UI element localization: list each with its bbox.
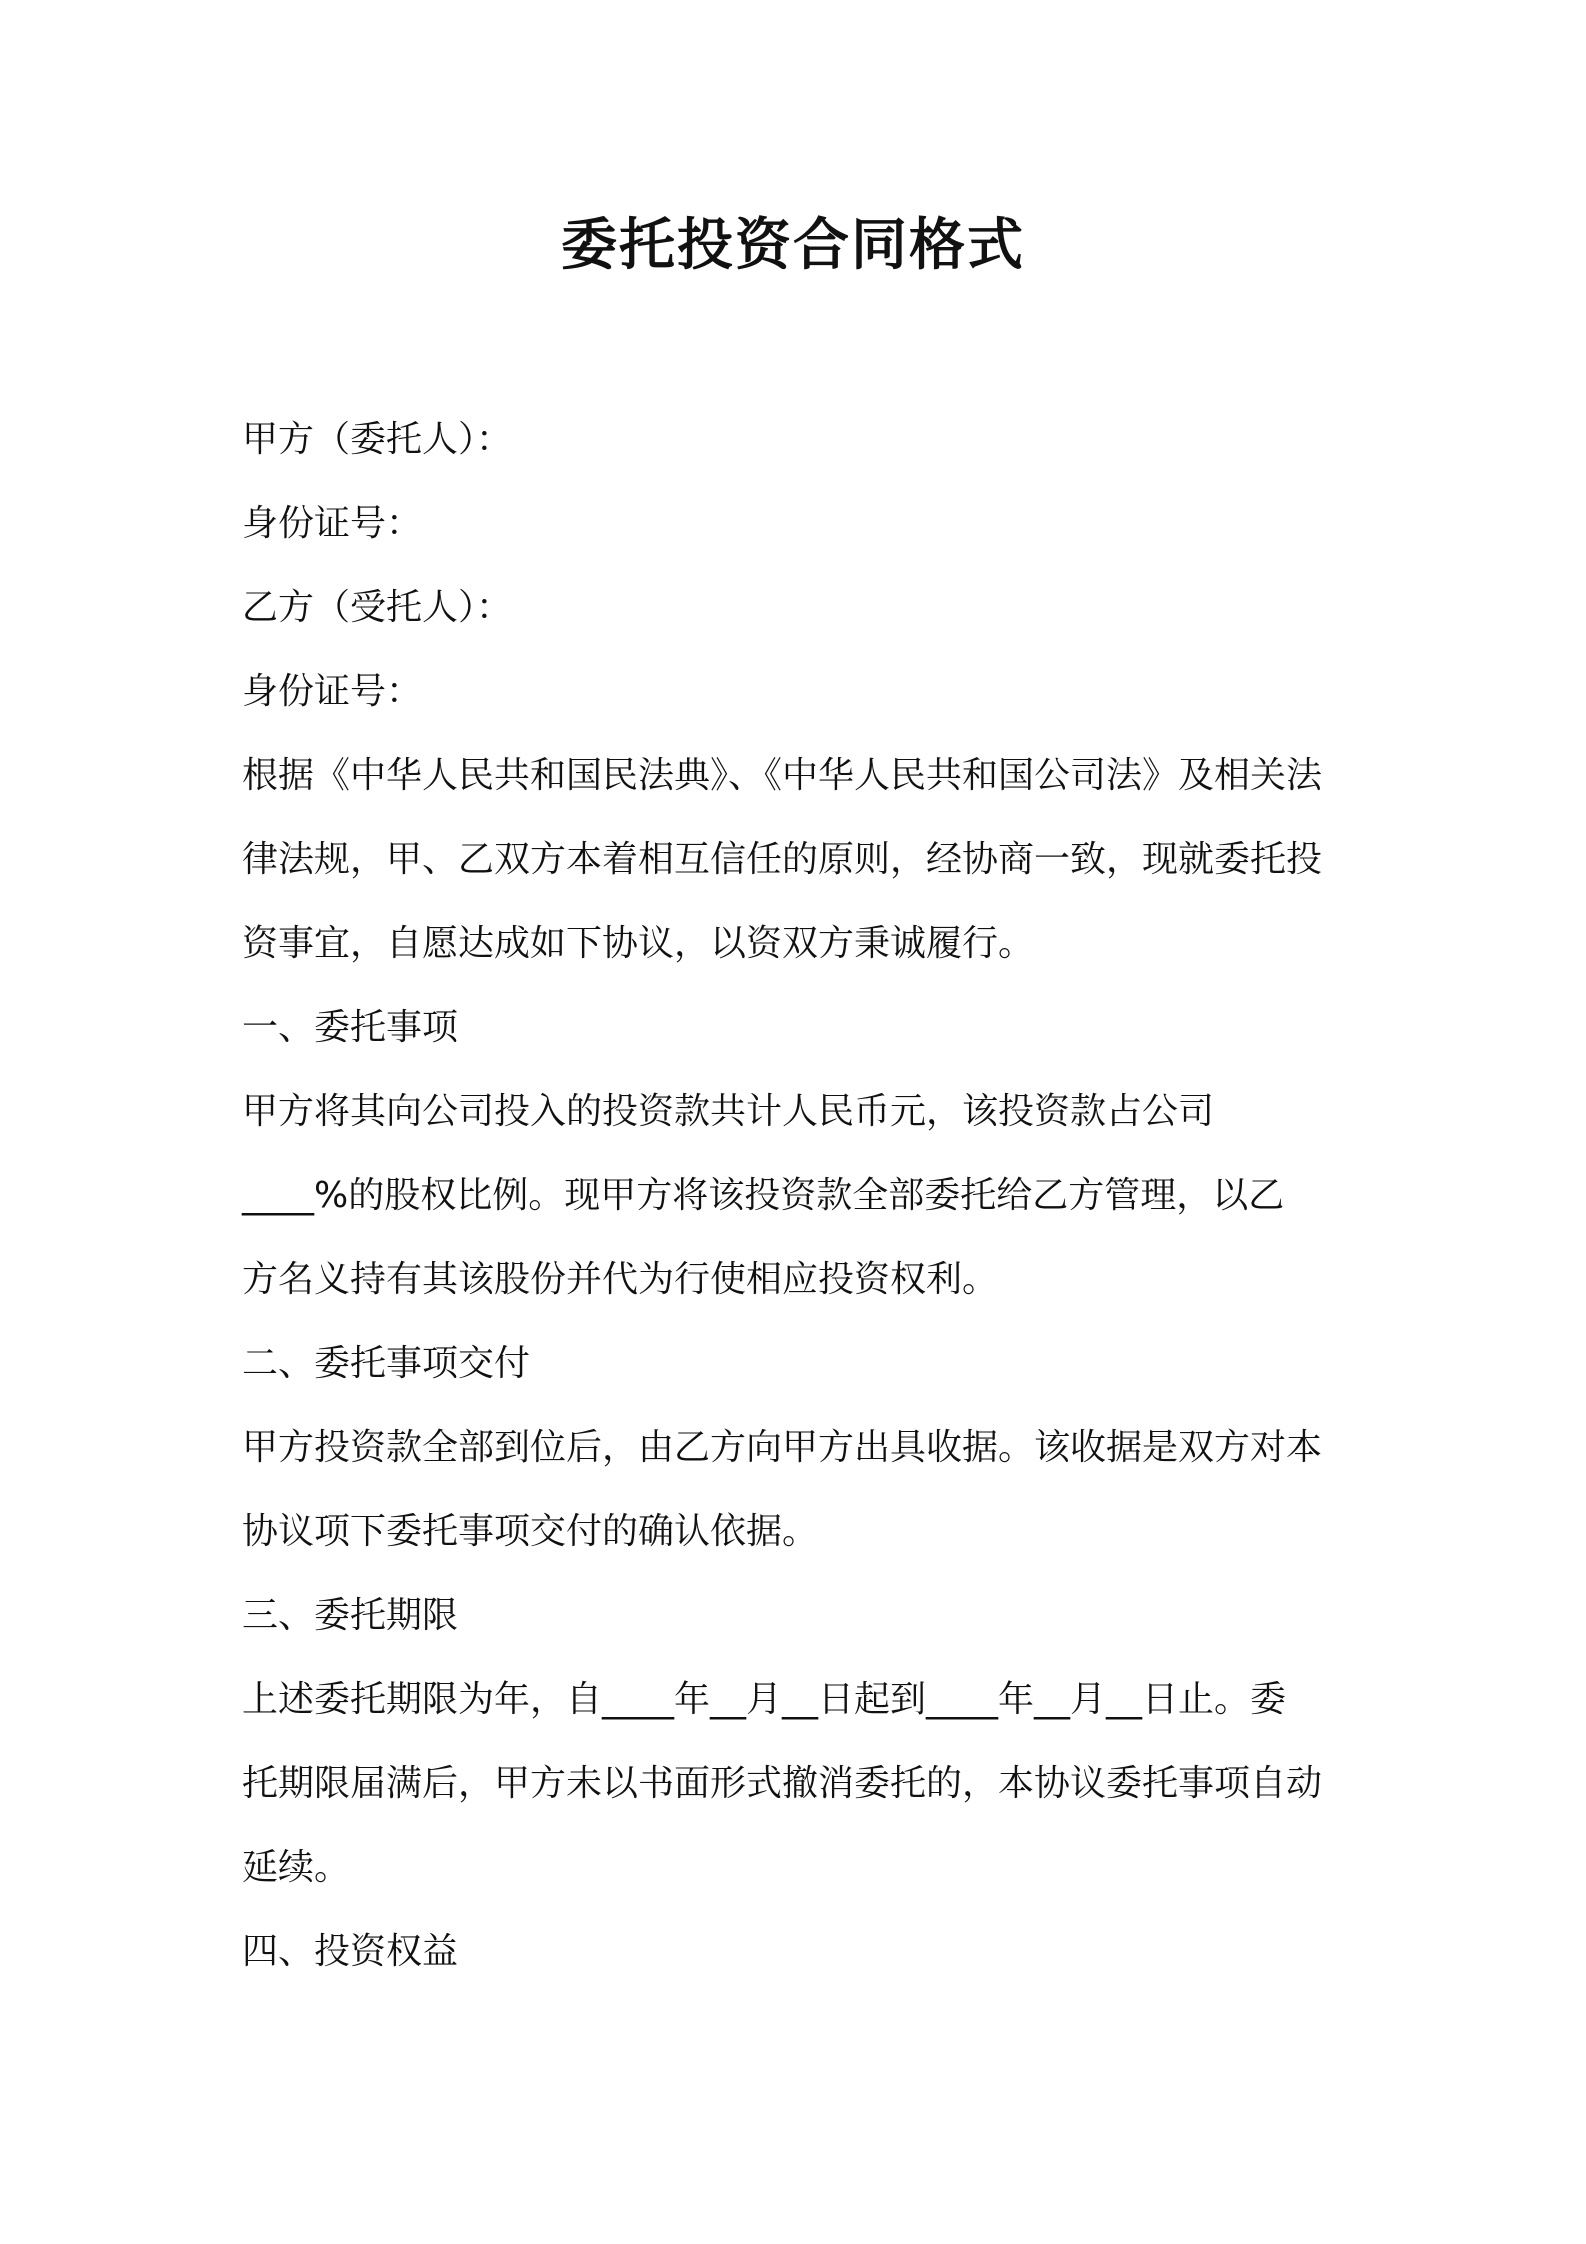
document-title: 委托投资合同格式 (561, 213, 1025, 278)
section-2-line-2: 协议项下委托事项交付的确认依据。 (242, 1511, 819, 1552)
section-4-heading: 四、投资权益 (242, 1931, 459, 1972)
section-2-line-1: 甲方投资款全部到位后，由乙方向甲方出具收据。该收据是双方对本 (242, 1427, 1323, 1468)
section-2-heading: 二、委托事项交付 (242, 1343, 531, 1384)
party-a-label: 甲方（委托人）： (242, 419, 513, 460)
party-b-id-label: 身份证号： (242, 671, 423, 712)
party-b-label: 乙方（受托人）： (242, 587, 513, 628)
section-1-line-3: 方名义持有其该股份并代为行使相应投资权利。 (242, 1259, 999, 1300)
document-body (242, 398, 1360, 1994)
section-3-heading: 三、委托期限 (242, 1595, 459, 1636)
section-3-line-1: 上述委托期限为年，自____年__月__日起到____年__月__日止。委 (242, 1679, 1287, 1720)
preamble-line-1: 根据《中华人民共和国民法典》、《中华人民共和国公司法》及相关法 (242, 755, 1323, 796)
preamble-line-2: 律法规，甲、乙双方本着相互信任的原则，经协商一致，现就委托投 (242, 839, 1323, 880)
section-1-heading: 一、委托事项 (242, 1007, 459, 1048)
section-1-line-1: 甲方将其向公司投入的投资款共计人民币元，该投资款占公司 (242, 1091, 1215, 1132)
section-3-line-2: 托期限届满后，甲方未以书面形式撤消委托的，本协议委托事项自动 (242, 1763, 1323, 1804)
section-1-line-2: ____%的股权比例。现甲方将该投资款全部委托给乙方管理，以乙 (242, 1175, 1285, 1216)
party-a-id-label: 身份证号： (242, 503, 423, 544)
preamble-line-3: 资事宜，自愿达成如下协议，以资双方秉诚履行。 (242, 923, 1035, 964)
section-3-line-3: 延续。 (242, 1847, 351, 1888)
